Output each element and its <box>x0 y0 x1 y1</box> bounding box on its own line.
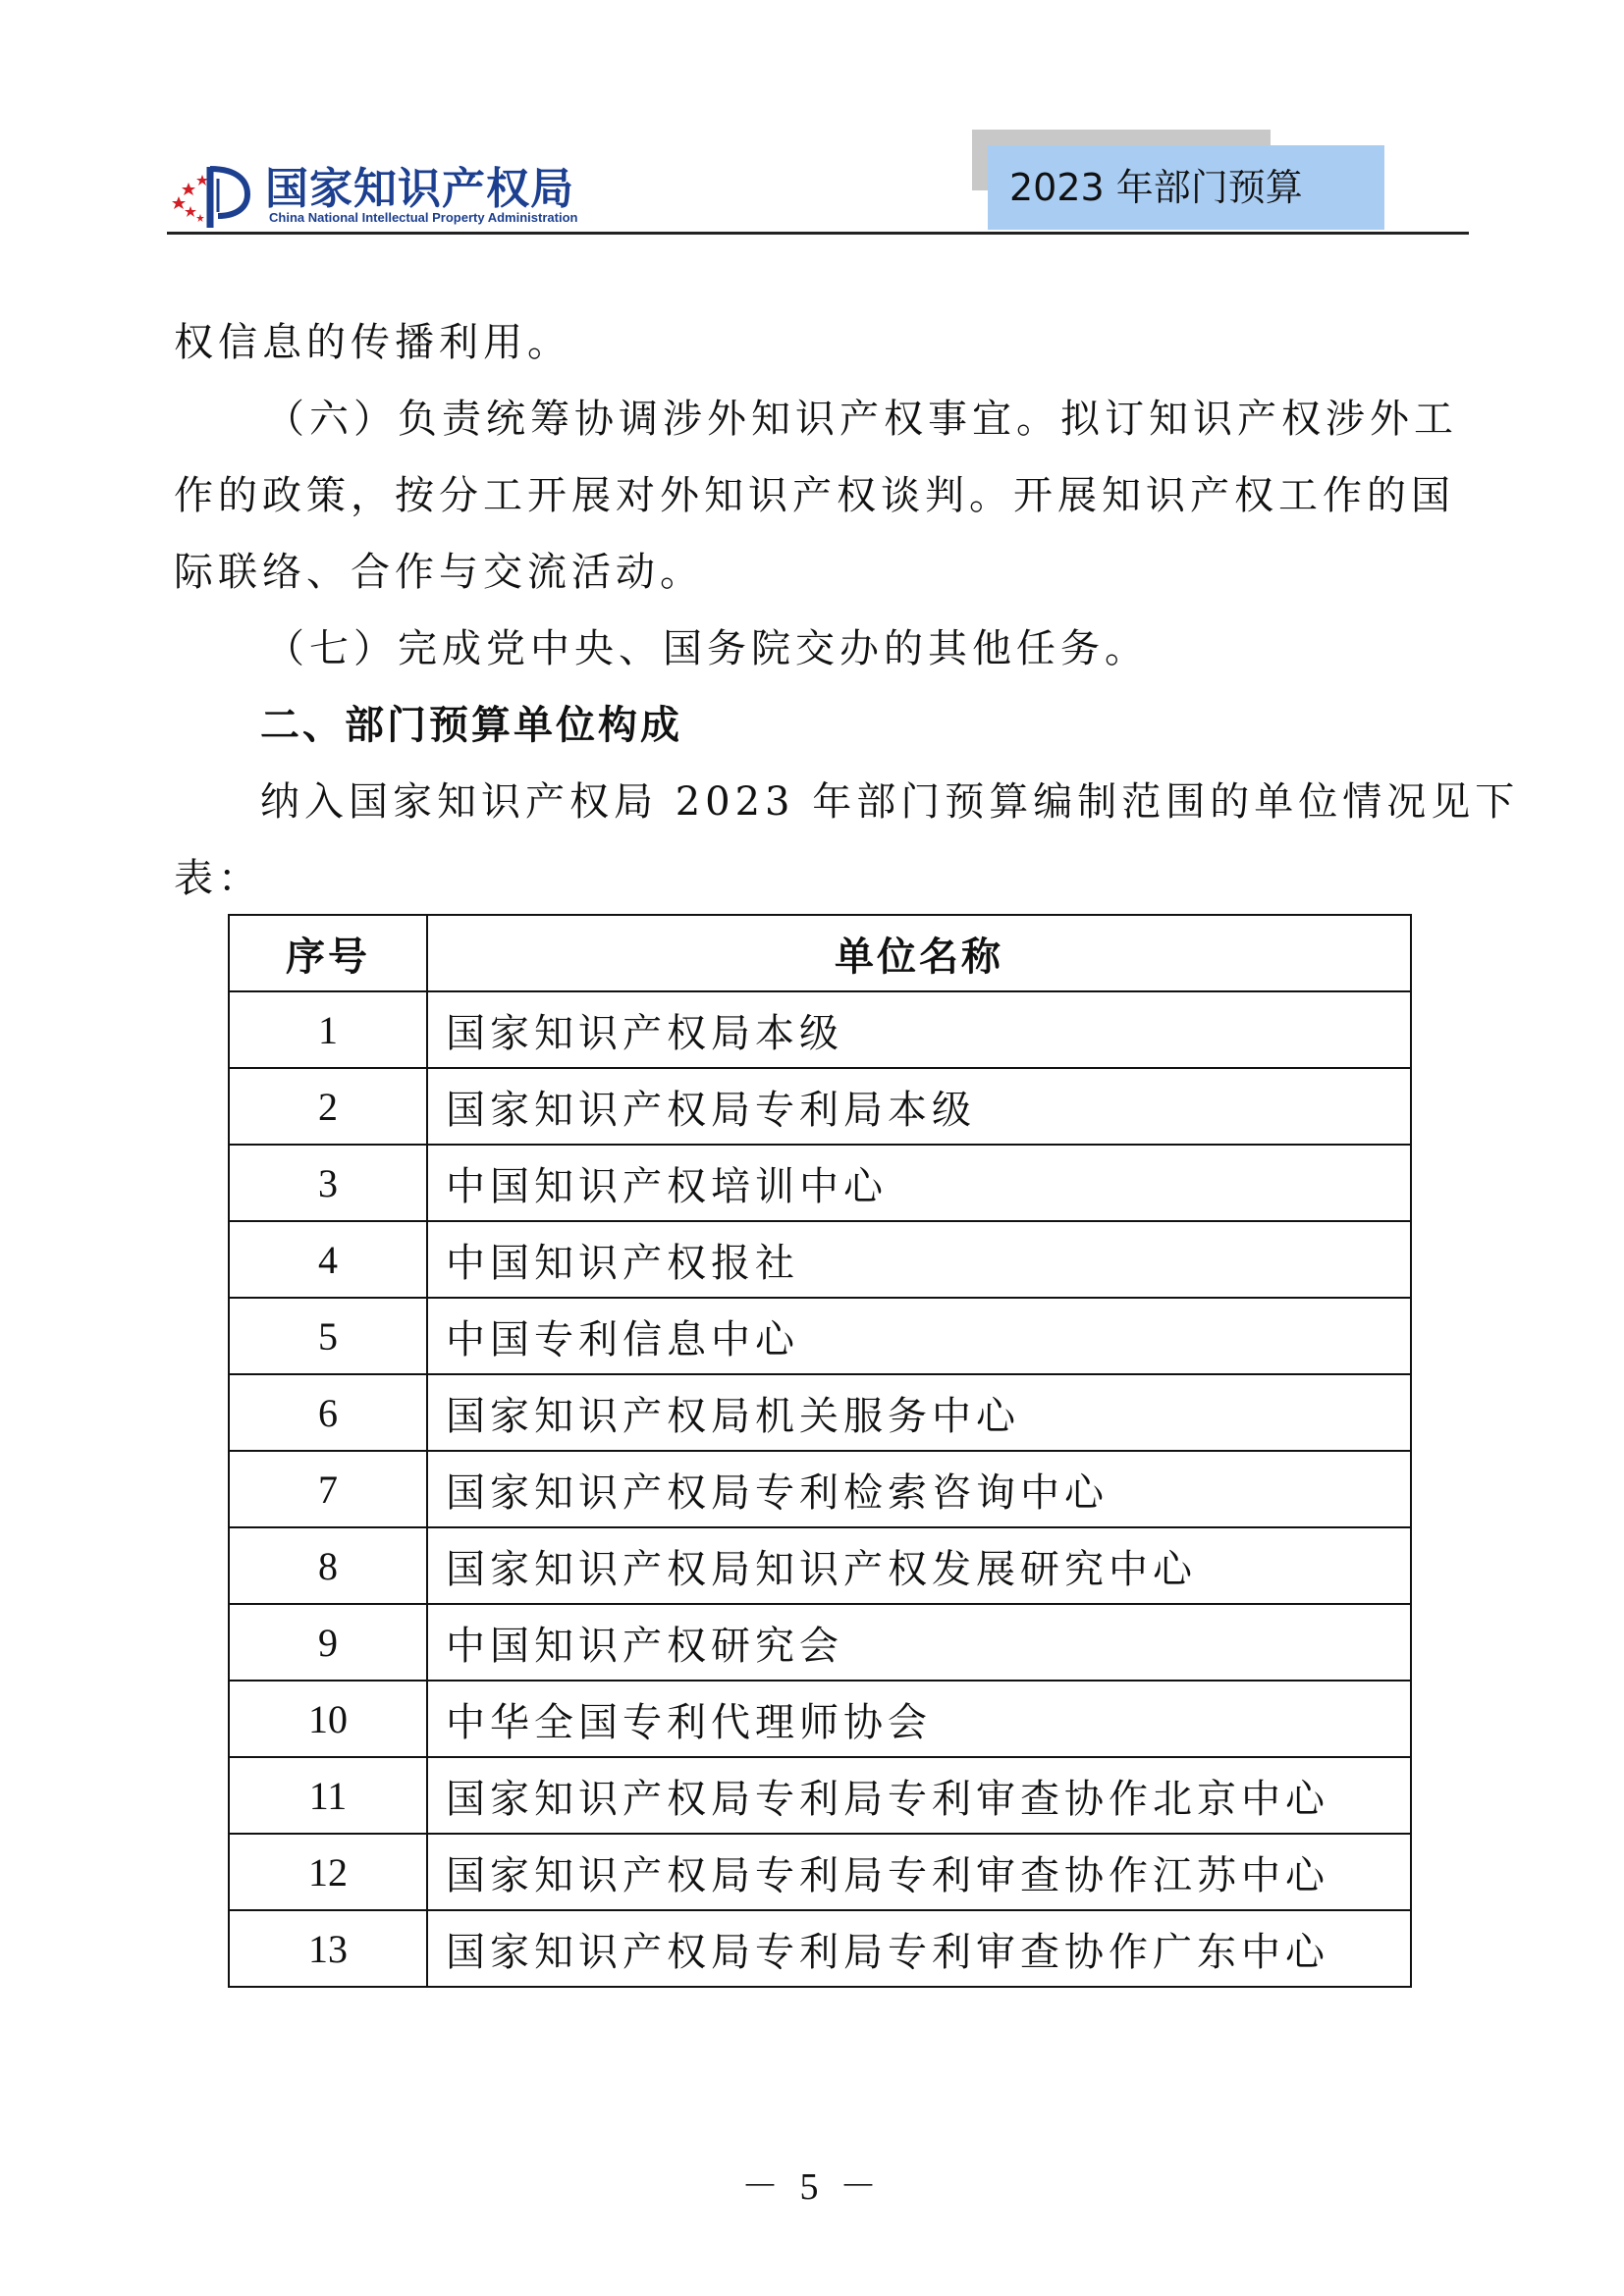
page-number: － 5 － <box>740 2166 883 2208</box>
table-row <box>229 1068 1411 1145</box>
table-row <box>229 1757 1411 1834</box>
body-line-7: 表： <box>174 856 262 901</box>
table-row <box>229 1681 1411 1757</box>
row-number: 5 <box>229 1298 427 1374</box>
row-number: 1 <box>229 991 427 1068</box>
unit-name: 中国专利信息中心 <box>427 1298 1411 1374</box>
row-number: 8 <box>229 1527 427 1604</box>
row-number: 4 <box>229 1221 427 1298</box>
row-number: 3 <box>229 1145 427 1221</box>
table-header-row <box>229 915 1411 991</box>
unit-name: 中国知识产权报社 <box>427 1221 1411 1298</box>
body-line-4: 际联络、合作与交流活动。 <box>174 550 704 595</box>
unit-name: 中国知识产权研究会 <box>427 1604 1411 1681</box>
row-number: 13 <box>229 1910 427 1987</box>
body-line-5: （七）完成党中央、国务院交办的其他任务。 <box>265 626 1149 671</box>
unit-name: 国家知识产权局本级 <box>427 991 1411 1068</box>
table-row <box>229 1604 1411 1681</box>
unit-name: 国家知识产权局专利检索咨询中心 <box>427 1451 1411 1527</box>
cnipa-logo-icon <box>167 157 255 230</box>
unit-name: 中华全国专利代理师协会 <box>427 1681 1411 1757</box>
row-number: 6 <box>229 1374 427 1451</box>
unit-name: 中国知识产权培训中心 <box>427 1145 1411 1221</box>
unit-name: 国家知识产权局专利局专利审查协作江苏中心 <box>427 1834 1411 1910</box>
row-number: 10 <box>229 1681 427 1757</box>
unit-name: 国家知识产权局专利局本级 <box>427 1068 1411 1145</box>
unit-name: 国家知识产权局知识产权发展研究中心 <box>427 1527 1411 1604</box>
body-line-1: 权信息的传播利用。 <box>174 320 571 365</box>
unit-name: 国家知识产权局机关服务中心 <box>427 1374 1411 1451</box>
table-row <box>229 1221 1411 1298</box>
budget-units-table <box>228 914 1412 1988</box>
row-number: 9 <box>229 1604 427 1681</box>
unit-name: 国家知识产权局专利局专利审查协作北京中心 <box>427 1757 1411 1834</box>
header-divider <box>167 232 1469 235</box>
body-line-2: （六）负责统筹协调涉外知识产权事宜。拟订知识产权涉外工 <box>265 397 1458 442</box>
row-number: 7 <box>229 1451 427 1527</box>
table-row <box>229 1145 1411 1221</box>
section-heading: 二、部门预算单位构成 <box>260 703 682 748</box>
table-row <box>229 1527 1411 1604</box>
row-number: 11 <box>229 1757 427 1834</box>
org-name-en: China National Intellectual Property Administration <box>269 210 578 225</box>
doc-tag: 2023 年部门预算 <box>988 145 1384 230</box>
table-row <box>229 991 1411 1068</box>
col-header-unit-name: 单位名称 <box>427 915 1411 991</box>
body-line-6: 纳入国家知识产权局 2023 年部门预算编制范围的单位情况见下 <box>260 779 1520 825</box>
row-number: 12 <box>229 1834 427 1910</box>
table-row <box>229 1834 1411 1910</box>
page-header <box>167 128 1469 234</box>
table-row <box>229 1298 1411 1374</box>
col-header-number: 序号 <box>229 915 427 991</box>
body-line-3: 作的政策，按分工开展对外知识产权谈判。开展知识产权工作的国 <box>174 473 1455 518</box>
org-name-cn: 国家知识产权局 <box>265 164 574 214</box>
table-row <box>229 1451 1411 1527</box>
table-row <box>229 1374 1411 1451</box>
row-number: 2 <box>229 1068 427 1145</box>
table-row <box>229 1910 1411 1987</box>
unit-name: 国家知识产权局专利局专利审查协作广东中心 <box>427 1910 1411 1987</box>
